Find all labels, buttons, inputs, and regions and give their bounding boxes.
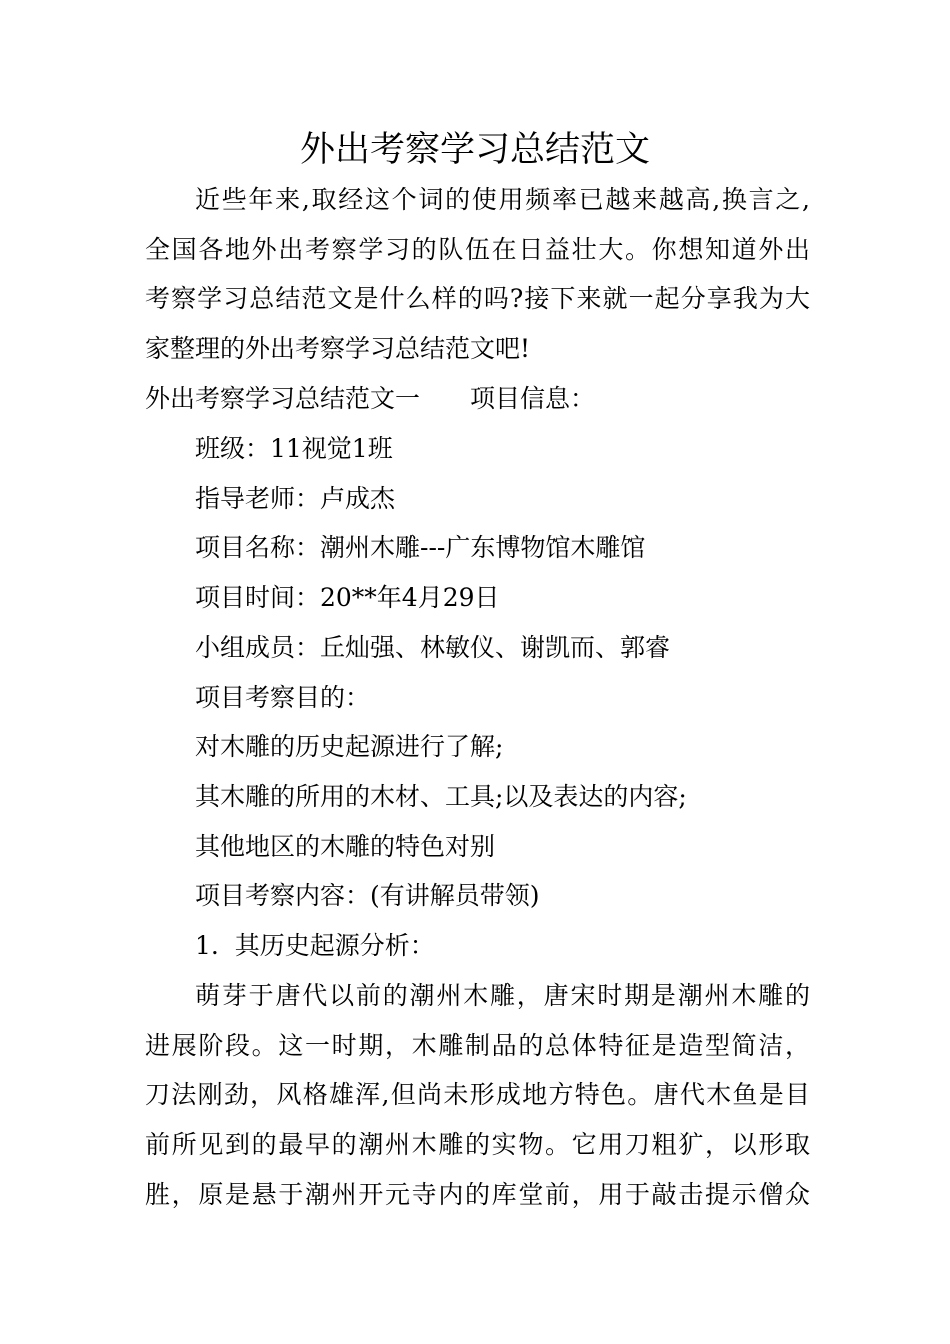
- project-name-field: 项目名称：潮州木雕---广东博物馆木雕馆: [195, 533, 646, 562]
- history-line: 胜，原是悬于潮州开元寺内的库堂前，用于敲击提示僧众: [145, 1180, 810, 1209]
- project-info-label: 项目信息：: [470, 384, 596, 413]
- section-heading: 外出考察学习总结范文一: [145, 384, 421, 413]
- history-line: 萌芽于唐代以前的潮州木雕，唐宋时期是潮州木雕的: [195, 981, 810, 1010]
- intro-line: 近些年来,取经这个词的使用频率已越来越高,换言之,: [195, 185, 810, 214]
- intro-line: 全国各地外出考察学习的队伍在日益壮大。你想知道外出: [145, 235, 810, 264]
- numbered-heading: 1. 其历史起源分析：: [195, 931, 435, 960]
- project-time-field: 项目时间：20**年4月29日: [195, 583, 500, 612]
- advisor-field: 指导老师：卢成杰: [195, 484, 396, 513]
- objective-item: 其木雕的所用的木材、工具;以及表达的内容;: [195, 782, 687, 811]
- objectives-label: 项目考察目的：: [195, 683, 371, 712]
- document-title: 外出考察学习总结范文: [299, 130, 650, 170]
- section-heading-line: [145, 374, 810, 424]
- class-field: 班级：11视觉1班: [195, 434, 393, 463]
- objective-item: 其他地区的木雕的特色对别: [195, 832, 496, 861]
- content-label: 项目考察内容：(有讲解员带领): [195, 881, 540, 910]
- history-line: 进展阶段。这一时期，木雕制品的总体特征是造型简洁，: [145, 1031, 810, 1060]
- objective-item: 对木雕的历史起源进行了解;: [195, 732, 504, 761]
- history-line: 前所见到的最早的潮州木雕的实物。它用刀粗犷，以形取: [145, 1130, 810, 1159]
- history-line: 刀法刚劲，风格雄浑,但尚未形成地方特色。唐代木鱼是目: [145, 1080, 810, 1109]
- intro-line: 家整理的外出考察学习总结范文吧!: [145, 334, 531, 363]
- intro-line: 考察学习总结范文是什么样的吗?接下来就一起分享我为大: [145, 284, 810, 313]
- team-members-field: 小组成员：丘灿强、林敏仪、谢凯而、郭睿: [195, 633, 671, 662]
